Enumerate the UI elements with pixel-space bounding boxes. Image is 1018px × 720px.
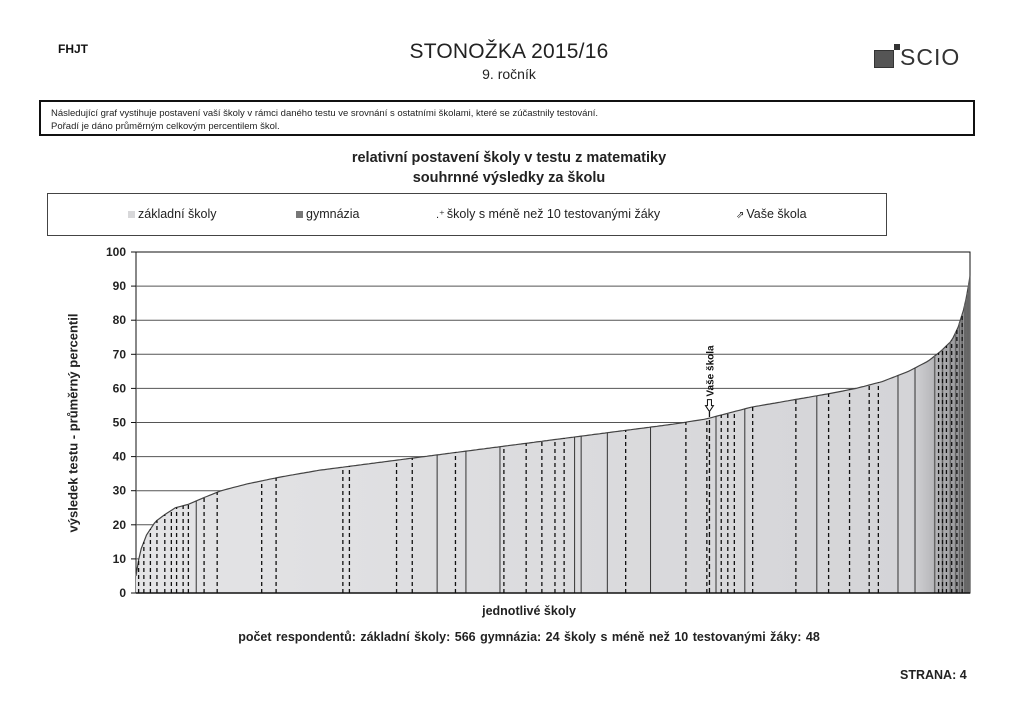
info-box (39, 100, 975, 136)
report-code: FHJT (58, 42, 88, 56)
y-tick-label-20: 20 (112, 517, 126, 532)
y-axis-label: výsledek testu - průměrný percentil (65, 313, 81, 533)
chart-subtitle: souhrnné výsledky za školu (412, 170, 606, 186)
y-tick-label-60: 60 (112, 381, 126, 396)
info-line-1: Následující graf vystihuje postavení vaší školy v rámci daného testu ve srovnání s ostatními školami, které se zúčastnily testování. (51, 108, 599, 119)
legend-item-basic (128, 207, 217, 221)
legend-label-gymnazia: gymnázia (306, 207, 360, 221)
logo-text: SCIO (900, 44, 961, 70)
scio-logo (874, 44, 974, 72)
page-number: STRANA: 4 (900, 668, 967, 682)
y-tick-label-10: 10 (112, 551, 126, 566)
chart-title-block (0, 148, 1018, 188)
chart-legend (47, 193, 887, 236)
y-tick-label-50: 50 (112, 415, 126, 430)
report-grade: 9. ročník (482, 66, 536, 82)
report-title: STONOŽKA 2015/16 (409, 40, 609, 63)
y-tick-label-30: 30 (112, 483, 126, 498)
legend-item-small (436, 207, 660, 221)
legend-item-gymnazia (296, 207, 360, 221)
legend-label-yours: Vaše škola (746, 207, 807, 221)
x-axis-label: jednotlivé školy (482, 604, 576, 618)
legend-arrow-icon: ⇗ (736, 210, 745, 221)
y-tick-label-80: 80 (112, 313, 126, 328)
y-tick-label-40: 40 (112, 449, 126, 464)
legend-item-yours (736, 207, 807, 221)
chart-plot (90, 240, 990, 602)
legend-label-small: školy s méně než 10 testovanými žáky (446, 207, 661, 221)
legend-swatch-basic (128, 211, 135, 218)
logo-square-icon (874, 50, 894, 68)
chart-title: relativní postavení školy v testu z matematiky (351, 150, 667, 166)
y-tick-label-0: 0 (119, 586, 126, 600)
info-line-2: Pořadí je dáno průměrným celkovým percentilem škol. (51, 121, 280, 132)
respondents-summary: počet respondentů: základní školy: 566 gymnázia: 24 školy s méně než 10 testovanými žáky: 48 (238, 630, 820, 644)
your-school-label: Vaše škola (705, 345, 717, 397)
legend-dashed-icon: .⁺ (436, 209, 445, 221)
legend-swatch-gymnazia (296, 211, 303, 218)
y-tick-label-90: 90 (112, 279, 126, 294)
legend-label-basic: základní školy (138, 207, 217, 221)
y-tick-label-70: 70 (112, 347, 126, 362)
y-tick-label-100: 100 (105, 245, 126, 259)
